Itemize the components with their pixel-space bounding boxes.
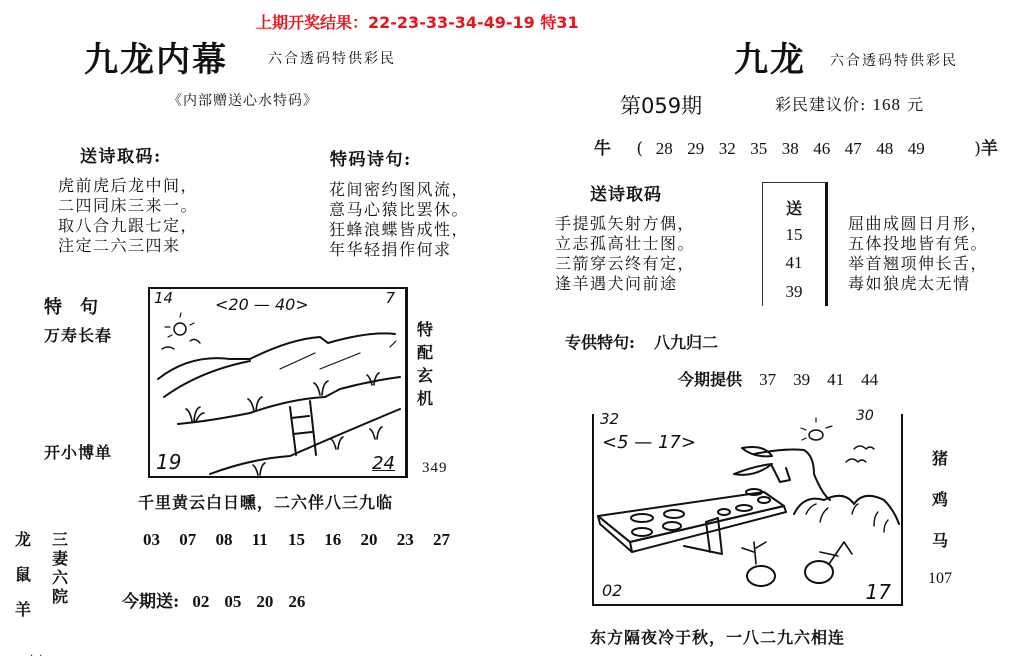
number: 02 [192,592,210,611]
poem-line: 立志孤高壮士图。 [555,234,696,253]
number: 07 [179,530,197,549]
poem-line: 狂蜂浪蝶皆成性， [329,220,470,239]
number: 41 [827,370,845,389]
number: 23 [396,530,414,549]
side-char: 机 [417,389,434,408]
left-poem-heading: 送诗取码: [80,147,162,167]
price-unit: 元 [907,95,925,114]
number: 08 [215,530,233,549]
poem-line: 取八合九跟七定， [58,216,199,235]
number: 32 [718,139,736,158]
sketch-corner-tl: 14 [154,289,174,307]
number: 03 [143,530,160,549]
mountain-landscape-sketch [150,289,410,480]
sketch-corner-br: 24 [372,453,395,474]
number: 29 [687,139,705,158]
poem-line: 注定二六三四来 [58,236,181,255]
sketch-range: <20 — 40> [215,295,309,314]
number: 38 [781,139,799,158]
right-page-subtitle: 六合透码特供彩民 [830,53,958,69]
poem-line: 三箭穿云终有定， [555,254,696,273]
special-phrase-label: 特 句 [44,297,98,318]
sketch-corner-bl: 19 [156,450,182,474]
right-special-phrase-row [565,330,718,353]
last-result-banner [256,10,579,33]
poem-line: 手提弧矢射方偶， [555,214,696,233]
last-result-label: 上期开奖结果： [256,13,369,32]
idiom-char: 六 [52,568,69,587]
idiom-column [52,530,68,606]
right-special-phrase: 八九归二 [654,333,719,352]
poem-line: 五体投地皆有凭。 [848,234,989,253]
zodiac-char: 猪 [932,449,949,468]
number: 28 [655,139,673,158]
number: 27 [433,530,450,549]
gift-number: 15 [785,225,803,244]
issue-number: 第059期 [620,94,703,118]
gift-number: 41 [785,253,803,272]
last-result-numbers: 22-23-33-34-49-19 [368,13,535,32]
left-page-title: 九龙内幕 [84,40,228,80]
left-side-number: 349 [422,460,448,476]
gift-number: 39 [785,282,803,301]
right-verse: 东方隔夜冷于秋，一八二九六相连 [590,628,846,647]
number: 20 [360,530,378,549]
zodiac-char: 羊 [15,600,32,619]
number: 39 [793,370,811,389]
price-value: 168 [872,95,901,114]
idiom-char: 三 [52,530,69,549]
number: 05 [224,592,242,611]
right-special-phrase-label: 专供特句: [565,333,635,352]
left-verse: 千里黄云白日曛，二六伴八三九临 [138,493,394,512]
zodiac-column [15,522,31,627]
left-page-tagline: 《内部赠送心水特码》 [168,93,318,109]
side-char: 配 [417,343,434,362]
poem-line: 花间密约图风流， [329,180,470,199]
right-sketch-frame [592,408,903,606]
left-poem [58,176,198,256]
sketch-corner-tr: 7 [385,289,395,307]
zodiac-char: 龙 [15,530,32,549]
idiom-char: 院 [52,587,69,606]
number: 35 [750,139,768,158]
sketch-range: <5 — 17> [602,432,696,453]
offer-label: 今期提供 [678,370,743,389]
sketch-corner-tl: 32 [600,410,620,428]
number: 26 [288,592,306,611]
side-char: 玄 [417,366,434,385]
left-page-subtitle: 六合透码特供彩民 [268,51,396,67]
poem-line: 年华轻捐作何求 [329,240,452,259]
poem-line: 毒如狼虎太无情 [848,274,971,293]
poem-line: 逢羊遇犬问前途 [555,274,678,293]
poem-line: 二四同床三来一。 [58,196,199,215]
right-page-title: 九龙 [734,40,806,80]
right-poem-left [555,214,695,294]
poem-line: 举首翘项伸长舌， [848,254,989,273]
number: 47 [844,139,862,158]
sketch-corner-tr: 30 [856,408,874,424]
odd-even-hint: 开小博单 [44,443,113,462]
poem-line: 意马心猿比罢休。 [329,200,470,219]
idiom-char: 妻 [52,549,69,568]
number: 16 [324,530,342,549]
special-poem [329,180,469,260]
poem-line: 屈曲成圆日月形， [848,214,989,233]
dots-decoration: .. [30,648,49,659]
zodiac-char: 马 [932,531,949,550]
number: 49 [907,139,925,158]
this-period-row [122,587,320,612]
sketch-corner-br: 17 [865,580,891,604]
number: 20 [256,592,274,611]
number: 37 [759,370,777,389]
number: 11 [251,530,268,549]
right-poem-right [848,214,988,294]
this-period-label: 今期送: [122,592,180,612]
zodiac-number-line: 牛 ( 28 29 32 35 38 46 47 48 49 )羊 [594,139,998,159]
special-phrase: 万寿长春 [44,326,113,345]
zodiac-char: 鼠 [15,565,32,584]
number: 15 [288,530,305,549]
last-result-special: 特31 [540,13,579,32]
zodiac-left: 牛 [594,139,611,159]
poem-line: 虎前虎后龙中间， [58,176,199,195]
right-side-number: 107 [928,570,952,587]
gift-label: 送 [785,199,802,218]
sketch-corner-bl: 02 [602,581,623,600]
right-side-zodiacs [932,438,948,561]
price [775,92,924,115]
offer-row [678,367,895,390]
special-poem-heading: 特码诗句: [330,150,412,170]
side-vertical-text [417,318,433,410]
number: 44 [861,370,879,389]
price-label: 彩民建议价: [775,95,867,114]
right-poem-heading: 送诗取码 [590,185,662,205]
number: 48 [876,139,894,158]
gift-number-box [762,182,828,306]
side-char: 特 [417,320,434,339]
zodiac-right: 羊 [980,139,998,159]
number: 46 [813,139,831,158]
zodiac-char: 鸡 [932,490,949,509]
left-sketch-frame [148,287,408,478]
left-number-list [143,530,465,550]
